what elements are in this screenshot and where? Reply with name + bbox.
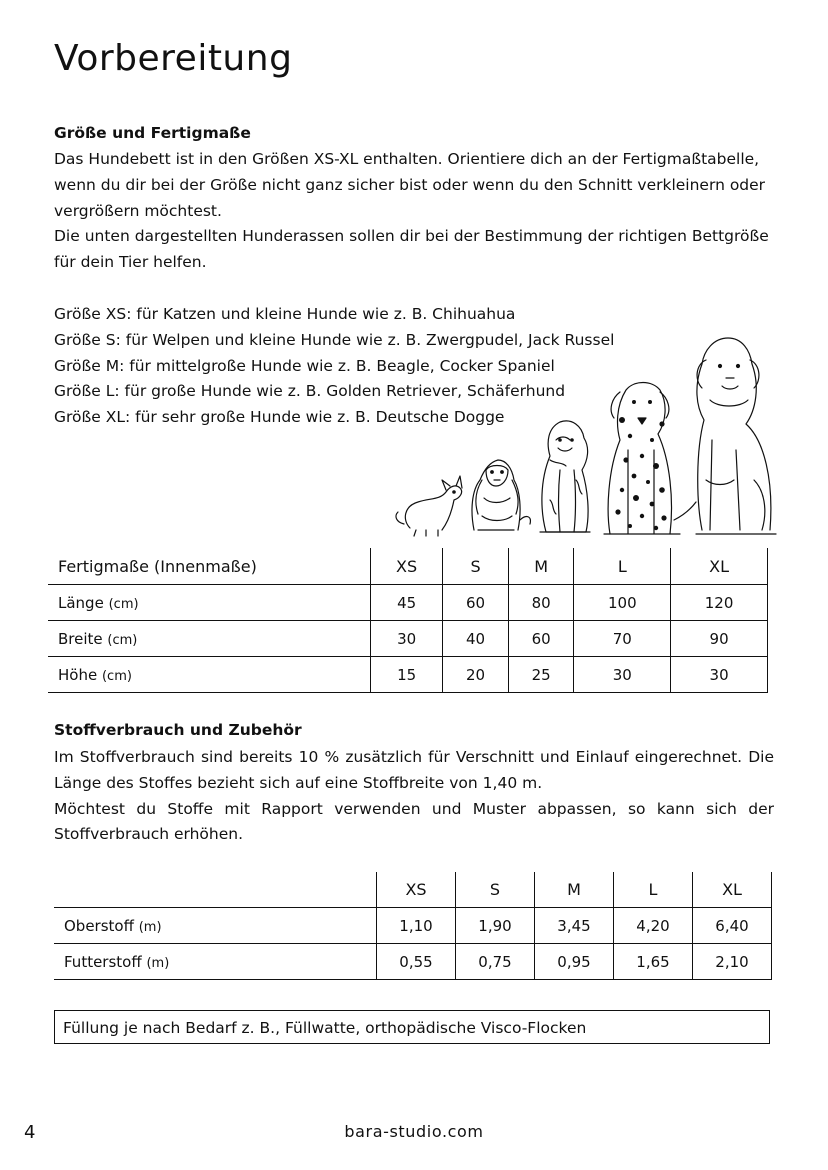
- row-label: [54, 908, 377, 944]
- size-guide-line: Größe M: für mittelgroße Hunde wie z. B. Beagle, Cocker Spaniel: [54, 356, 555, 375]
- table-cell: 3,45: [535, 908, 614, 944]
- footer-website: bara-studio.com: [344, 1122, 484, 1141]
- table-row: [54, 944, 772, 980]
- table-cell: 80: [508, 585, 574, 621]
- section-fabric-text: [54, 745, 774, 848]
- table-header-label: Fertigmaße (Innenmaße): [48, 548, 371, 585]
- row-label: [48, 585, 371, 621]
- table-cell: 70: [574, 621, 671, 657]
- page-number: 4: [24, 1122, 36, 1143]
- row-label-text: Oberstoff: [64, 916, 134, 935]
- size-header: XS: [377, 872, 456, 908]
- table-cell: 6,40: [693, 908, 772, 944]
- table-cell: 120: [671, 585, 768, 621]
- section-heading-fabric: Stoffverbrauch und Zubehör: [54, 721, 302, 739]
- finished-dimensions-table: [48, 548, 768, 693]
- section-heading-sizes: Größe und Fertigmaße: [54, 124, 251, 142]
- doodle-icon: [540, 421, 590, 532]
- table-cell: 15: [371, 657, 443, 693]
- row-label-text: Länge: [58, 593, 104, 612]
- size-guide-line: Größe L: für große Hunde wie z. B. Golden Retriever, Schäferhund: [54, 382, 566, 401]
- row-unit: (cm): [107, 632, 138, 648]
- table-row: [48, 621, 768, 657]
- fabric-consumption-table: [54, 872, 772, 980]
- cavalier-icon: [472, 460, 530, 530]
- table-row: [48, 585, 768, 621]
- table-cell: 45: [371, 585, 443, 621]
- size-header: XL: [671, 548, 768, 585]
- row-label: [48, 657, 371, 693]
- table-header-row: [54, 872, 772, 908]
- chihuahua-icon: [396, 476, 462, 536]
- table-row: [54, 908, 772, 944]
- table-cell: 30: [671, 657, 768, 693]
- section-sizes-text: [54, 147, 774, 276]
- row-label-text: Futterstoff: [64, 952, 142, 971]
- page-title: Vorbereitung: [54, 38, 293, 79]
- row-label-text: Höhe: [58, 665, 98, 684]
- table-row: [48, 657, 768, 693]
- table-cell: 4,20: [614, 908, 693, 944]
- paragraph: Die unten dargestellten Hunderassen sollen dir bei der Bestimmung der richtigen Bettgröße für dein Tier helfen.: [54, 227, 769, 272]
- paragraph: Das Hundebett ist in den Größen XS-XL enthalten. Orientiere dich an der Fertigmaßtabelle, wenn du dir bei der Größe nicht ganz sicher bist oder wenn du den Schnitt verkleinern oder vergrößern möchtest.: [54, 150, 766, 220]
- table-cell: 90: [671, 621, 768, 657]
- table-cell: 0,75: [456, 944, 535, 980]
- table-cell: 1,90: [456, 908, 535, 944]
- size-header: L: [574, 548, 671, 585]
- row-label: [48, 621, 371, 657]
- row-unit: (cm): [108, 596, 139, 612]
- size-header: S: [443, 548, 509, 585]
- table-cell: 20: [443, 657, 509, 693]
- table-cell: 25: [508, 657, 574, 693]
- dalmatian-icon: [604, 383, 696, 535]
- table-cell: 60: [508, 621, 574, 657]
- size-guide-line: Größe XS: für Katzen und kleine Hunde wie z. B. Chihuahua: [54, 305, 516, 323]
- row-unit: (m): [146, 955, 170, 971]
- size-header: XL: [693, 872, 772, 908]
- table-cell: 40: [443, 621, 509, 657]
- size-header: M: [535, 872, 614, 908]
- row-unit: (cm): [101, 668, 132, 684]
- table-cell: 0,55: [377, 944, 456, 980]
- table-cell: 100: [574, 585, 671, 621]
- table-header-empty: [54, 872, 377, 908]
- row-label: [54, 944, 377, 980]
- paragraph: Möchtest du Stoffe mit Rapport verwenden und Muster abpassen, so kann sich der Stoffverbrauch erhöhen.: [54, 799, 774, 844]
- size-guide-line: Größe S: für Welpen und kleine Hunde wie z. B. Zwergpudel, Jack Russel: [54, 330, 615, 349]
- row-unit: (m): [138, 919, 162, 935]
- table-cell: 1,10: [377, 908, 456, 944]
- size-header: M: [508, 548, 574, 585]
- great-dane-icon: [696, 338, 776, 534]
- size-header: XS: [371, 548, 443, 585]
- table-cell: 2,10: [693, 944, 772, 980]
- table-header-row: [48, 548, 768, 585]
- dog-breeds-illustration: [390, 330, 780, 540]
- size-header: L: [614, 872, 693, 908]
- table-cell: 30: [574, 657, 671, 693]
- table-cell: 0,95: [535, 944, 614, 980]
- table-cell: 60: [443, 585, 509, 621]
- table-cell: 1,65: [614, 944, 693, 980]
- paragraph: Im Stoffverbrauch sind bereits 10 % zusätzlich für Verschnitt und Einlauf eingerechnet. Die Länge des Stoffes bezieht sich auf eine Stoffbreite von 1,40 m.: [54, 748, 774, 792]
- filling-note: Füllung je nach Bedarf z. B., Füllwatte, orthopädische Visco-Flocken: [54, 1010, 770, 1044]
- size-header: S: [456, 872, 535, 908]
- size-guide-line: Größe XL: für sehr große Hunde wie z. B. Deutsche Dogge: [54, 408, 505, 427]
- row-label-text: Breite: [58, 629, 103, 648]
- table-cell: 30: [371, 621, 443, 657]
